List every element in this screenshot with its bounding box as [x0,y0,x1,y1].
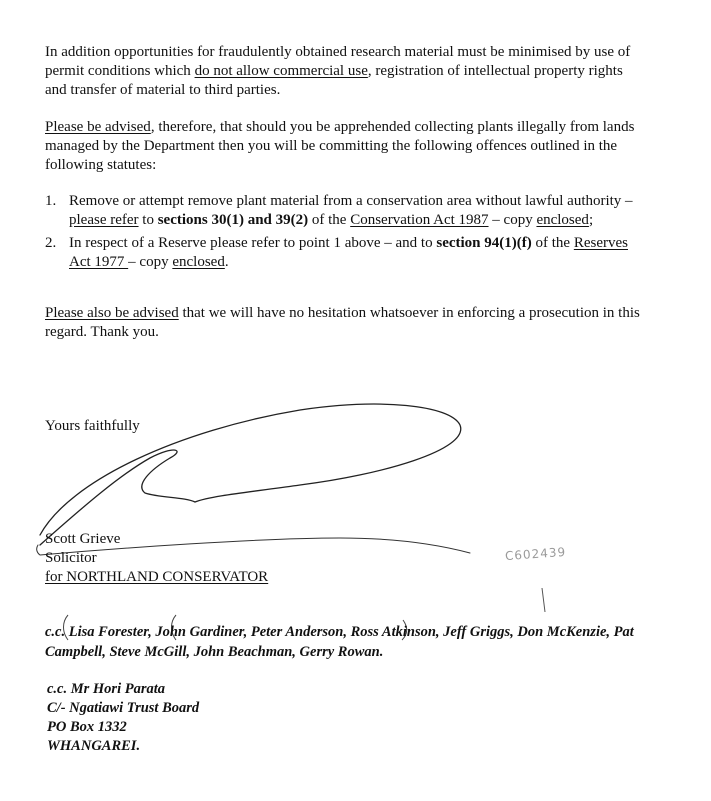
signatory-title: Solicitor [45,550,97,566]
underlined-phrase: enclosed [536,212,589,228]
address-line: C/- Ngatiawi Trust Board [47,700,200,716]
list-number: 2. [45,235,57,251]
act-reference: Reserves Act 1977 [69,235,628,270]
act-reference: Conservation Act 1987 [350,212,489,228]
underlined-phrase: enclosed [172,254,225,270]
underlined-phrase: Please be advised [45,119,151,135]
cc-label: c.c. [45,624,66,640]
offences-list [45,192,645,276]
paragraph-text: that we will have no hesitation whatsoever in enforcing a prosecution in this regard. Thank you. [45,305,640,340]
underlined-phrase: do not allow commercial use [194,63,368,79]
paragraph-text: In addition opportunities for fraudulently obtained research material must be minimised by use of permit conditions which [45,44,631,79]
signatory-organisation: for NORTHLAND CONSERVATOR [45,569,269,585]
paragraph-please-be-advised [45,118,645,175]
closing-salutation: Yours faithfully [45,418,140,434]
list-text: – copy [128,254,173,270]
list-text: to [138,212,158,228]
section-reference: section 94(1)(f) [436,235,532,251]
list-text: ; [588,212,594,228]
cc-address-block [47,680,199,756]
list-item [45,234,645,272]
list-text: In respect of a Reserve please refer to point 1 above – and to [69,235,437,251]
list-number: 1. [45,193,57,209]
paragraph-text: , therefore, that should you be apprehended collecting plants illegally from lands managed by the Department then you will be committing the following offences outlined in the following statutes: [45,119,635,173]
list-text: of the [308,212,351,228]
cc-names: Lisa Forester, John Gardiner, Peter Anderson, Ross Atkinson, Jeff Griggs, Don McKenzie, Pat Campbell, Steve McGill, John Beachman, Gerry Rowan. [45,624,634,660]
address-line: WHANGAREI. [47,738,141,754]
cc-list-staff [45,622,665,662]
paragraph-please-also-be-advised [45,304,645,342]
signatory-name: Scott Grieve [45,531,121,547]
list-item [45,192,645,230]
handwritten-reference-note: C602439 [504,544,567,564]
list-text: . [224,254,229,270]
address-line: c.c. Mr Hori Parata [47,681,166,697]
list-text: of the [531,235,574,251]
paragraph-research-material [45,43,645,100]
address-line: PO Box 1332 [47,719,127,735]
underlined-phrase: Please also be advised [45,305,179,321]
list-text: – copy [488,212,537,228]
paragraph-text: , registration of intellectual property rights and transfer of material to third parties. [45,63,623,98]
underlined-phrase: please refer [69,212,139,228]
section-reference: sections 30(1) and 39(2) [157,212,309,228]
list-text: Remove or attempt remove plant material from a conservation area without lawful authority – [69,193,633,209]
